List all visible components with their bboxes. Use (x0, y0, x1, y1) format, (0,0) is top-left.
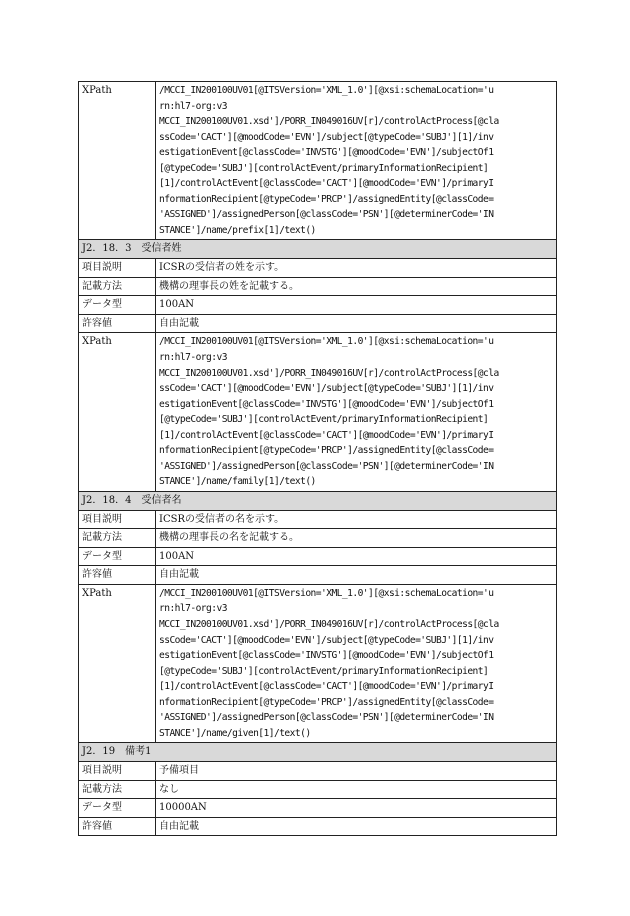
xpath-line: STANCE']/name/given[1]/text() (159, 727, 311, 739)
row-label: XPath (79, 333, 156, 491)
section-header (79, 743, 557, 762)
xpath-line: rn:hl7-org:v3 (159, 100, 227, 112)
field-row (79, 314, 557, 333)
row-label: 許容値 (79, 314, 156, 333)
xpath-line: nformationRecipient[@typeCode='PRCP']/assignedEntity[@classCode= (159, 696, 494, 708)
row-label: 記載方法 (79, 529, 156, 548)
row-label: 項目説明 (79, 259, 156, 278)
row-label: XPath (79, 82, 156, 240)
row-label: 項目説明 (79, 761, 156, 780)
row-label: 記載方法 (79, 277, 156, 296)
row-value: 10000AN (156, 799, 557, 818)
row-label: データ型 (79, 799, 156, 818)
xpath-line: rn:hl7-org:v3 (159, 603, 227, 615)
field-row (79, 259, 557, 278)
row-label: 項目説明 (79, 510, 156, 529)
xpath-line: ssCode='CACT'][@moodCode='EVN']/subject[@typeCode='SUBJ'][1]/inv (159, 634, 494, 646)
xpath-line: [1]/controlActEvent[@classCode='CACT'][@moodCode='EVN']/primaryI (159, 429, 494, 441)
row-value: ICSRの受信者の姓を示す。 (156, 259, 557, 278)
row-value: ICSRの受信者の名を示す。 (156, 510, 557, 529)
section-title: J2．18．3 受信者姓 (79, 240, 557, 259)
xpath-line: [1]/controlActEvent[@classCode='CACT'][@moodCode='EVN']/primaryI (159, 178, 494, 190)
xpath-line: estigationEvent[@classCode='INVSTG'][@moodCode='EVN']/subjectOf1 (159, 650, 494, 662)
xpath-line: /MCCI_IN200100UV01[@ITSVersion='XML_1.0'][@xsi:schemaLocation='u (159, 587, 494, 599)
row-value: なし (156, 780, 557, 799)
field-row (79, 547, 557, 566)
xpath-line: 'ASSIGNED']/assignedPerson[@classCode='PSN'][@determinerCode='IN (159, 209, 494, 221)
section-title: J2．18．4 受信者名 (79, 491, 557, 510)
field-row (79, 799, 557, 818)
xpath-line: STANCE']/name/prefix[1]/text() (159, 224, 316, 236)
xpath-line: [@typeCode='SUBJ'][controlActEvent/primaryInformationRecipient] (159, 665, 489, 677)
xpath-row (79, 82, 557, 240)
xpath-line: estigationEvent[@classCode='INVSTG'][@moodCode='EVN']/subjectOf1 (159, 398, 494, 410)
xpath-line: estigationEvent[@classCode='INVSTG'][@moodCode='EVN']/subjectOf1 (159, 147, 494, 159)
xpath-line: nformationRecipient[@typeCode='PRCP']/assignedEntity[@classCode= (159, 193, 494, 205)
section-header (79, 240, 557, 259)
section-title: J2．19 備考1 (79, 743, 557, 762)
section-header (79, 491, 557, 510)
field-row (79, 296, 557, 315)
xpath-line: MCCI_IN200100UV01.xsd']/PORR_IN049016UV[r]/controlActProcess[@cla (159, 618, 499, 630)
row-value: 自由記載 (156, 566, 557, 585)
row-value: 機構の理事長の名を記載する。 (156, 529, 557, 548)
field-row (79, 761, 557, 780)
xpath-line: /MCCI_IN200100UV01[@ITSVersion='XML_1.0'][@xsi:schemaLocation='u (159, 85, 494, 96)
xpath-line: 'ASSIGNED']/assignedPerson[@classCode='PSN'][@determinerCode='IN (159, 460, 494, 472)
xpath-line: 'ASSIGNED']/assignedPerson[@classCode='PSN'][@determinerCode='IN (159, 712, 494, 724)
row-label: XPath (79, 584, 156, 742)
xpath-line: rn:hl7-org:v3 (159, 351, 227, 363)
row-label: データ型 (79, 547, 156, 566)
xpath-line: ssCode='CACT'][@moodCode='EVN']/subject[@typeCode='SUBJ'][1]/inv (159, 131, 494, 143)
row-value: 機構の理事長の姓を記載する。 (156, 277, 557, 296)
row-label: 記載方法 (79, 780, 156, 799)
xpath-value (156, 82, 557, 240)
field-row (79, 566, 557, 585)
xpath-row (79, 333, 557, 491)
field-row (79, 510, 557, 529)
row-value: 予備項目 (156, 761, 557, 780)
xpath-line: nformationRecipient[@typeCode='PRCP']/assignedEntity[@classCode= (159, 445, 494, 457)
field-row (79, 780, 557, 799)
row-value: 自由記載 (156, 314, 557, 333)
row-label: 許容値 (79, 566, 156, 585)
field-row (79, 529, 557, 548)
xpath-line: /MCCI_IN200100UV01[@ITSVersion='XML_1.0'][@xsi:schemaLocation='u (159, 336, 494, 348)
row-value: 100AN (156, 547, 557, 566)
xpath-line: [1]/controlActEvent[@classCode='CACT'][@moodCode='EVN']/primaryI (159, 681, 494, 693)
row-label: 許容値 (79, 817, 156, 836)
xpath-value (156, 333, 557, 491)
xpath-line: STANCE']/name/family[1]/text() (159, 476, 316, 488)
xpath-line: MCCI_IN200100UV01.xsd']/PORR_IN049016UV[r]/controlActProcess[@cla (159, 116, 499, 128)
document-page (78, 81, 557, 836)
xpath-line: MCCI_IN200100UV01.xsd']/PORR_IN049016UV[r]/controlActProcess[@cla (159, 367, 499, 379)
field-row (79, 817, 557, 836)
row-value: 自由記載 (156, 817, 557, 836)
spec-table (78, 81, 557, 836)
row-label: データ型 (79, 296, 156, 315)
xpath-line: [@typeCode='SUBJ'][controlActEvent/primaryInformationRecipient] (159, 414, 489, 426)
xpath-row (79, 584, 557, 742)
xpath-line: ssCode='CACT'][@moodCode='EVN']/subject[@typeCode='SUBJ'][1]/inv (159, 383, 494, 395)
xpath-value (156, 584, 557, 742)
row-value: 100AN (156, 296, 557, 315)
field-row (79, 277, 557, 296)
xpath-line: [@typeCode='SUBJ'][controlActEvent/primaryInformationRecipient] (159, 162, 489, 174)
